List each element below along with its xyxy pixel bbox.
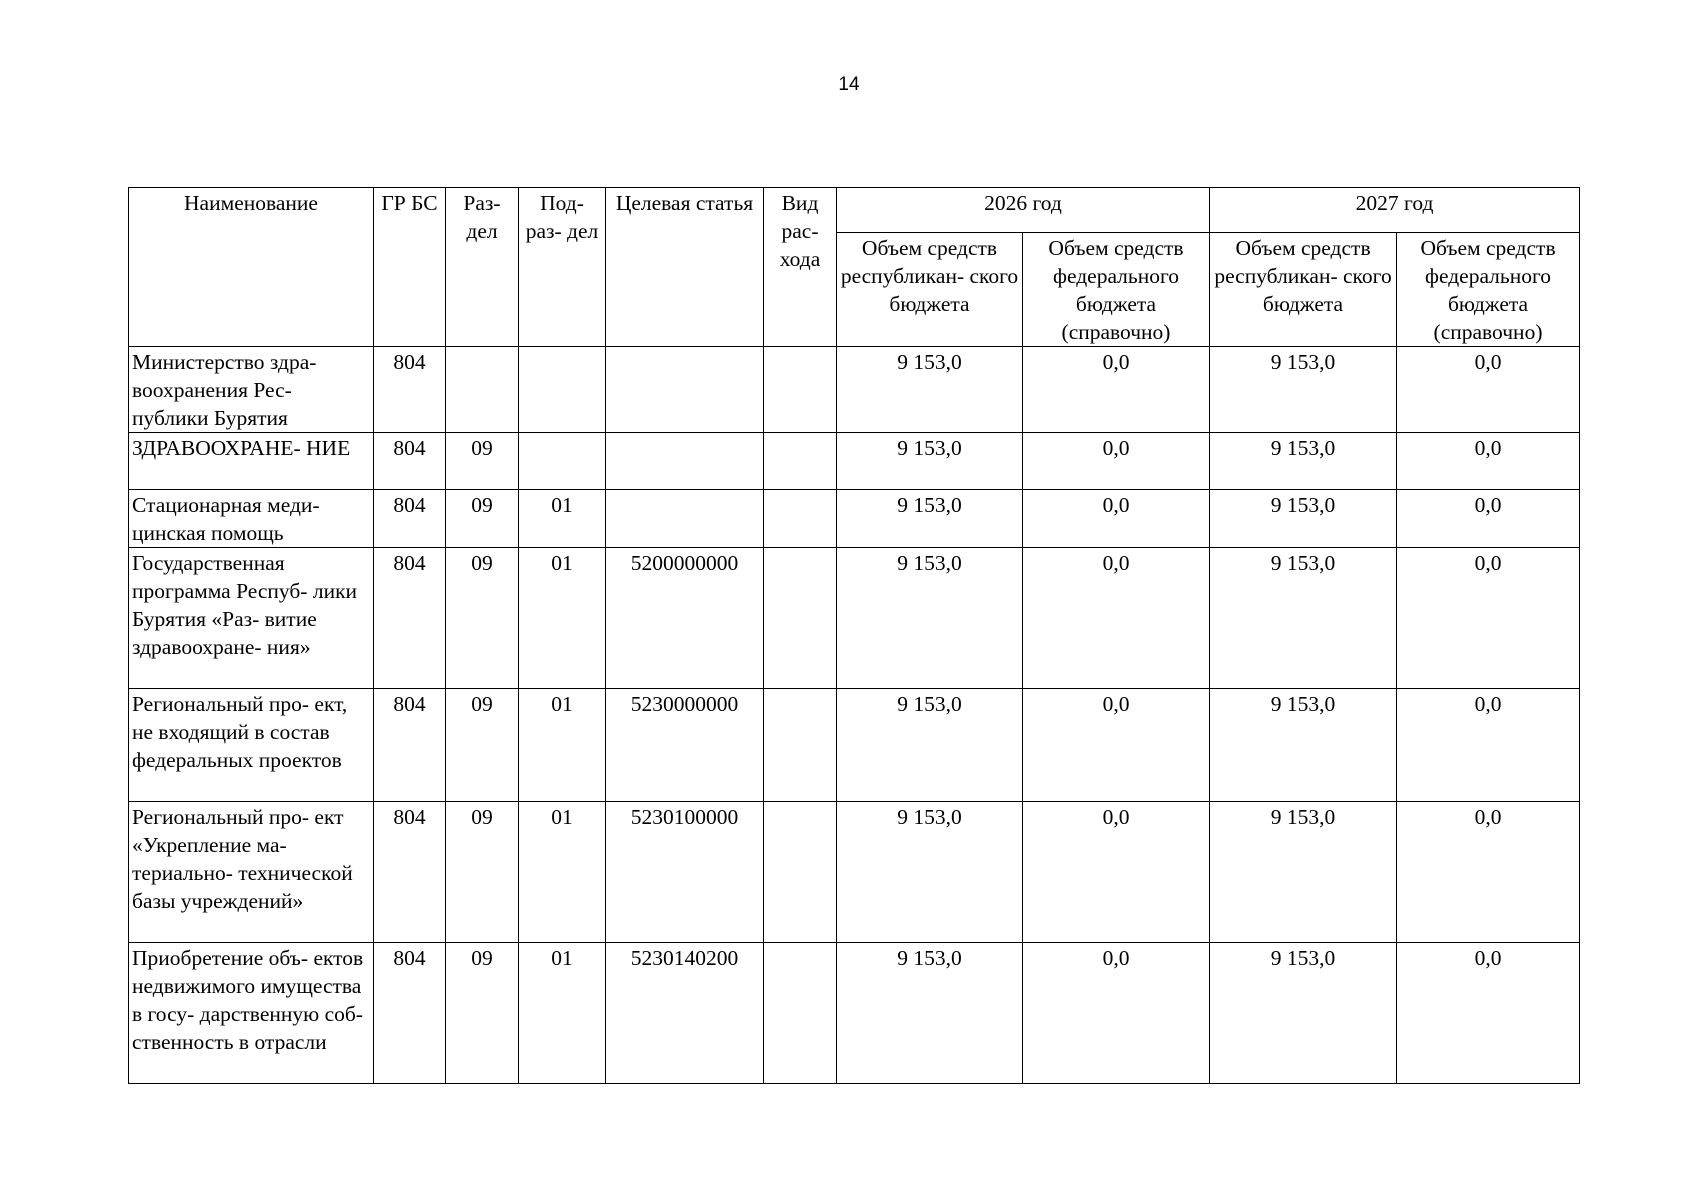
cell-grbs: 804 <box>374 689 446 802</box>
cell-celevaya: 5230100000 <box>606 802 764 943</box>
header-rep-2027: Объем средств республикан- ского бюджета <box>1210 233 1397 347</box>
cell-rep-2027: 9 153,0 <box>1210 490 1397 548</box>
header-grbs: ГР БС <box>374 188 446 347</box>
cell-grbs: 804 <box>374 548 446 689</box>
cell-fed-2027: 0,0 <box>1397 802 1580 943</box>
cell-celevaya <box>606 433 764 490</box>
cell-name: Государственная программа Респуб- лики Бурятия «Раз- витие здравоохране- ния» <box>129 548 374 689</box>
header-celevaya-statya: Целевая статья <box>606 188 764 347</box>
header-row-top <box>129 188 1580 233</box>
cell-grbs: 804 <box>374 433 446 490</box>
cell-fed-2026: 0,0 <box>1023 433 1210 490</box>
table-row <box>129 943 1580 1084</box>
cell-name: Региональный про- ект, не входящий в состав федеральных проектов <box>129 689 374 802</box>
table-body <box>129 347 1580 1084</box>
cell-name: ЗДРАВООХРАНЕ- НИЕ <box>129 433 374 490</box>
cell-rep-2026: 9 153,0 <box>837 689 1023 802</box>
cell-name: Министерство здра- воохранения Рес- публики Бурятия <box>129 347 374 433</box>
cell-razdel: 09 <box>446 490 519 548</box>
cell-fed-2026: 0,0 <box>1023 347 1210 433</box>
cell-razdel: 09 <box>446 548 519 689</box>
table-row <box>129 347 1580 433</box>
cell-vid <box>764 347 837 433</box>
cell-rep-2027: 9 153,0 <box>1210 689 1397 802</box>
cell-razdel: 09 <box>446 689 519 802</box>
cell-fed-2027: 0,0 <box>1397 548 1580 689</box>
cell-grbs: 804 <box>374 347 446 433</box>
budget-table <box>128 187 1580 1084</box>
cell-vid <box>764 689 837 802</box>
cell-rep-2027: 9 153,0 <box>1210 347 1397 433</box>
cell-vid <box>764 943 837 1084</box>
cell-rep-2026: 9 153,0 <box>837 347 1023 433</box>
cell-rep-2026: 9 153,0 <box>837 943 1023 1084</box>
cell-fed-2026: 0,0 <box>1023 548 1210 689</box>
header-year-2027: 2027 год <box>1210 188 1580 233</box>
cell-podrazdel: 01 <box>519 548 606 689</box>
cell-celevaya: 5200000000 <box>606 548 764 689</box>
header-vid-rashoda: Вид рас- хода <box>764 188 837 347</box>
cell-razdel: 09 <box>446 802 519 943</box>
page-number: 14 <box>838 74 860 95</box>
cell-fed-2027: 0,0 <box>1397 490 1580 548</box>
header-razdel: Раз- дел <box>446 188 519 347</box>
cell-vid <box>764 490 837 548</box>
cell-name: Приобретение объ- ектов недвижимого имущества в госу- дарственную соб- ственность в отрасли <box>129 943 374 1084</box>
cell-rep-2026: 9 153,0 <box>837 433 1023 490</box>
cell-grbs: 804 <box>374 943 446 1084</box>
table-row <box>129 802 1580 943</box>
cell-razdel: 09 <box>446 433 519 490</box>
cell-celevaya: 5230140200 <box>606 943 764 1084</box>
header-year-2026: 2026 год <box>837 188 1210 233</box>
cell-rep-2026: 9 153,0 <box>837 490 1023 548</box>
cell-fed-2026: 0,0 <box>1023 490 1210 548</box>
cell-name: Стационарная меди- цинская помощь <box>129 490 374 548</box>
header-podrazdel: Под- раз- дел <box>519 188 606 347</box>
cell-fed-2027: 0,0 <box>1397 689 1580 802</box>
cell-rep-2027: 9 153,0 <box>1210 433 1397 490</box>
header-name: Наименование <box>129 188 374 347</box>
cell-podrazdel: 01 <box>519 689 606 802</box>
cell-podrazdel <box>519 433 606 490</box>
table-header <box>129 188 1580 347</box>
cell-podrazdel: 01 <box>519 943 606 1084</box>
table-row <box>129 548 1580 689</box>
cell-podrazdel <box>519 347 606 433</box>
header-fed-2027: Объем средств федерального бюджета (справочно) <box>1397 233 1580 347</box>
cell-podrazdel: 01 <box>519 490 606 548</box>
cell-rep-2026: 9 153,0 <box>837 802 1023 943</box>
cell-fed-2027: 0,0 <box>1397 433 1580 490</box>
cell-vid <box>764 802 837 943</box>
cell-grbs: 804 <box>374 802 446 943</box>
cell-podrazdel: 01 <box>519 802 606 943</box>
cell-celevaya <box>606 490 764 548</box>
cell-razdel <box>446 347 519 433</box>
cell-fed-2027: 0,0 <box>1397 347 1580 433</box>
cell-grbs: 804 <box>374 490 446 548</box>
cell-vid <box>764 433 837 490</box>
table-row <box>129 433 1580 490</box>
header-rep-2026: Объем средств республикан- ского бюджета <box>837 233 1023 347</box>
cell-rep-2027: 9 153,0 <box>1210 943 1397 1084</box>
cell-celevaya <box>606 347 764 433</box>
table-row <box>129 689 1580 802</box>
cell-name: Региональный про- ект «Укрепление ма- териально- технической базы учреждений» <box>129 802 374 943</box>
cell-fed-2026: 0,0 <box>1023 943 1210 1084</box>
cell-rep-2027: 9 153,0 <box>1210 802 1397 943</box>
cell-rep-2027: 9 153,0 <box>1210 548 1397 689</box>
cell-razdel: 09 <box>446 943 519 1084</box>
cell-rep-2026: 9 153,0 <box>837 548 1023 689</box>
cell-vid <box>764 548 837 689</box>
cell-fed-2027: 0,0 <box>1397 943 1580 1084</box>
cell-celevaya: 5230000000 <box>606 689 764 802</box>
cell-fed-2026: 0,0 <box>1023 689 1210 802</box>
table-row <box>129 490 1580 548</box>
cell-fed-2026: 0,0 <box>1023 802 1210 943</box>
header-fed-2026: Объем средств федерального бюджета (справочно) <box>1023 233 1210 347</box>
